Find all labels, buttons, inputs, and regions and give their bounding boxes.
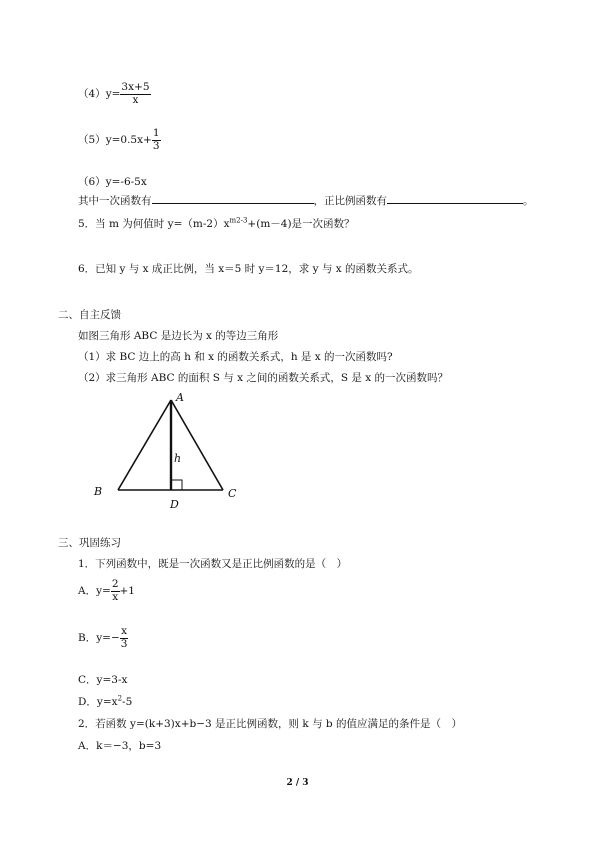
item-6: （6）y=-6-5x [78, 176, 147, 188]
section-3-question-2-option-a: A．k＝−3，b=3 [78, 740, 162, 752]
option-d [78, 694, 132, 709]
question-5-text-a: 5．当 m 为何值时 y=（m-2）x [78, 218, 230, 230]
height-label-h: h [174, 452, 182, 465]
section-2-intro: 如图三角形 ABC 是边长为 x 的等边三角形 [78, 330, 279, 342]
fill-end-mark: 。 [523, 195, 534, 207]
question-5 [78, 216, 355, 231]
item-5-label: （5） [78, 134, 106, 147]
answer-blank-linear[interactable] [152, 193, 314, 204]
option-c: C．y=3-x [78, 674, 128, 686]
option-d-prefix: D．y=x [78, 696, 118, 708]
fill-label-linear: 其中一次函数有 [78, 195, 152, 207]
item-5-denominator: 3 [152, 139, 160, 152]
option-d-suffix: -5 [122, 696, 133, 708]
section-3-question-2: 2．若函数 y=(k+3)x+b−3 是正比例函数，则 k 与 b 的值应满足的条件是（ ） [78, 718, 462, 730]
section-2-question-2: （2）求三角形 ABC 的面积 S 与 x 之间的函数关系式，S 是 x 的一次函数吗？ [78, 372, 448, 384]
section-2-question-1: （1）求 BC 边上的高 h 和 x 的函数关系式，h 是 x 的一次函数吗? [78, 351, 393, 363]
item-4-label: （4） [78, 88, 106, 101]
option-d-exponent: 2 [117, 694, 123, 703]
item-4-fraction [120, 82, 150, 106]
side-ac [171, 400, 223, 490]
item-4-lhs: y= [105, 88, 121, 101]
item-5-fraction [152, 128, 161, 152]
answer-blank-proportional[interactable] [387, 193, 523, 204]
section-3-heading: 三、巩固练习 [58, 537, 121, 549]
option-a [78, 579, 135, 603]
question-5-exponent: m2-3 [229, 216, 248, 225]
fill-label-proportional: ，正比例函数有 [313, 195, 387, 207]
option-b [78, 626, 128, 650]
vertex-label-d: D [170, 498, 179, 511]
item-4-denominator: x [132, 93, 139, 106]
section-3-question-1: 1．下列函数中，既是一次函数又是正比例函数的是（ ） [78, 558, 348, 570]
option-a-prefix: A．y= [78, 585, 111, 598]
option-a-suffix: +1 [119, 585, 135, 598]
option-a-fraction [111, 579, 120, 603]
fill-in-line [78, 193, 534, 208]
section-2-heading: 二、自主反馈 [58, 309, 121, 321]
question-6: 6．已知 y 与 x 成正比例，当 x＝5 时 y＝12，求 y 与 x 的函数关系式。 [78, 263, 419, 275]
option-b-prefix: B．y=− [78, 632, 120, 645]
side-ab [118, 400, 171, 490]
item-4 [78, 82, 151, 106]
right-angle-mark [171, 480, 182, 490]
page-number: 2 / 3 [286, 778, 309, 788]
option-a-numerator: 2 [111, 578, 119, 590]
vertex-label-c: C [228, 487, 237, 500]
item-5-numerator: 1 [152, 127, 160, 139]
item-5-lhs: y=0.5x+ [105, 134, 152, 147]
vertex-label-a: A [176, 391, 184, 404]
item-5 [78, 128, 161, 152]
option-b-numerator: x [121, 625, 128, 637]
option-b-fraction [120, 626, 129, 650]
item-4-numerator: 3x+5 [121, 81, 150, 93]
question-5-text-b: +(m－4)是一次函数？ [247, 218, 355, 230]
option-b-denominator: 3 [120, 637, 128, 650]
triangle-figure [88, 388, 248, 513]
vertex-label-b: B [94, 485, 103, 498]
option-a-denominator: x [112, 590, 119, 603]
